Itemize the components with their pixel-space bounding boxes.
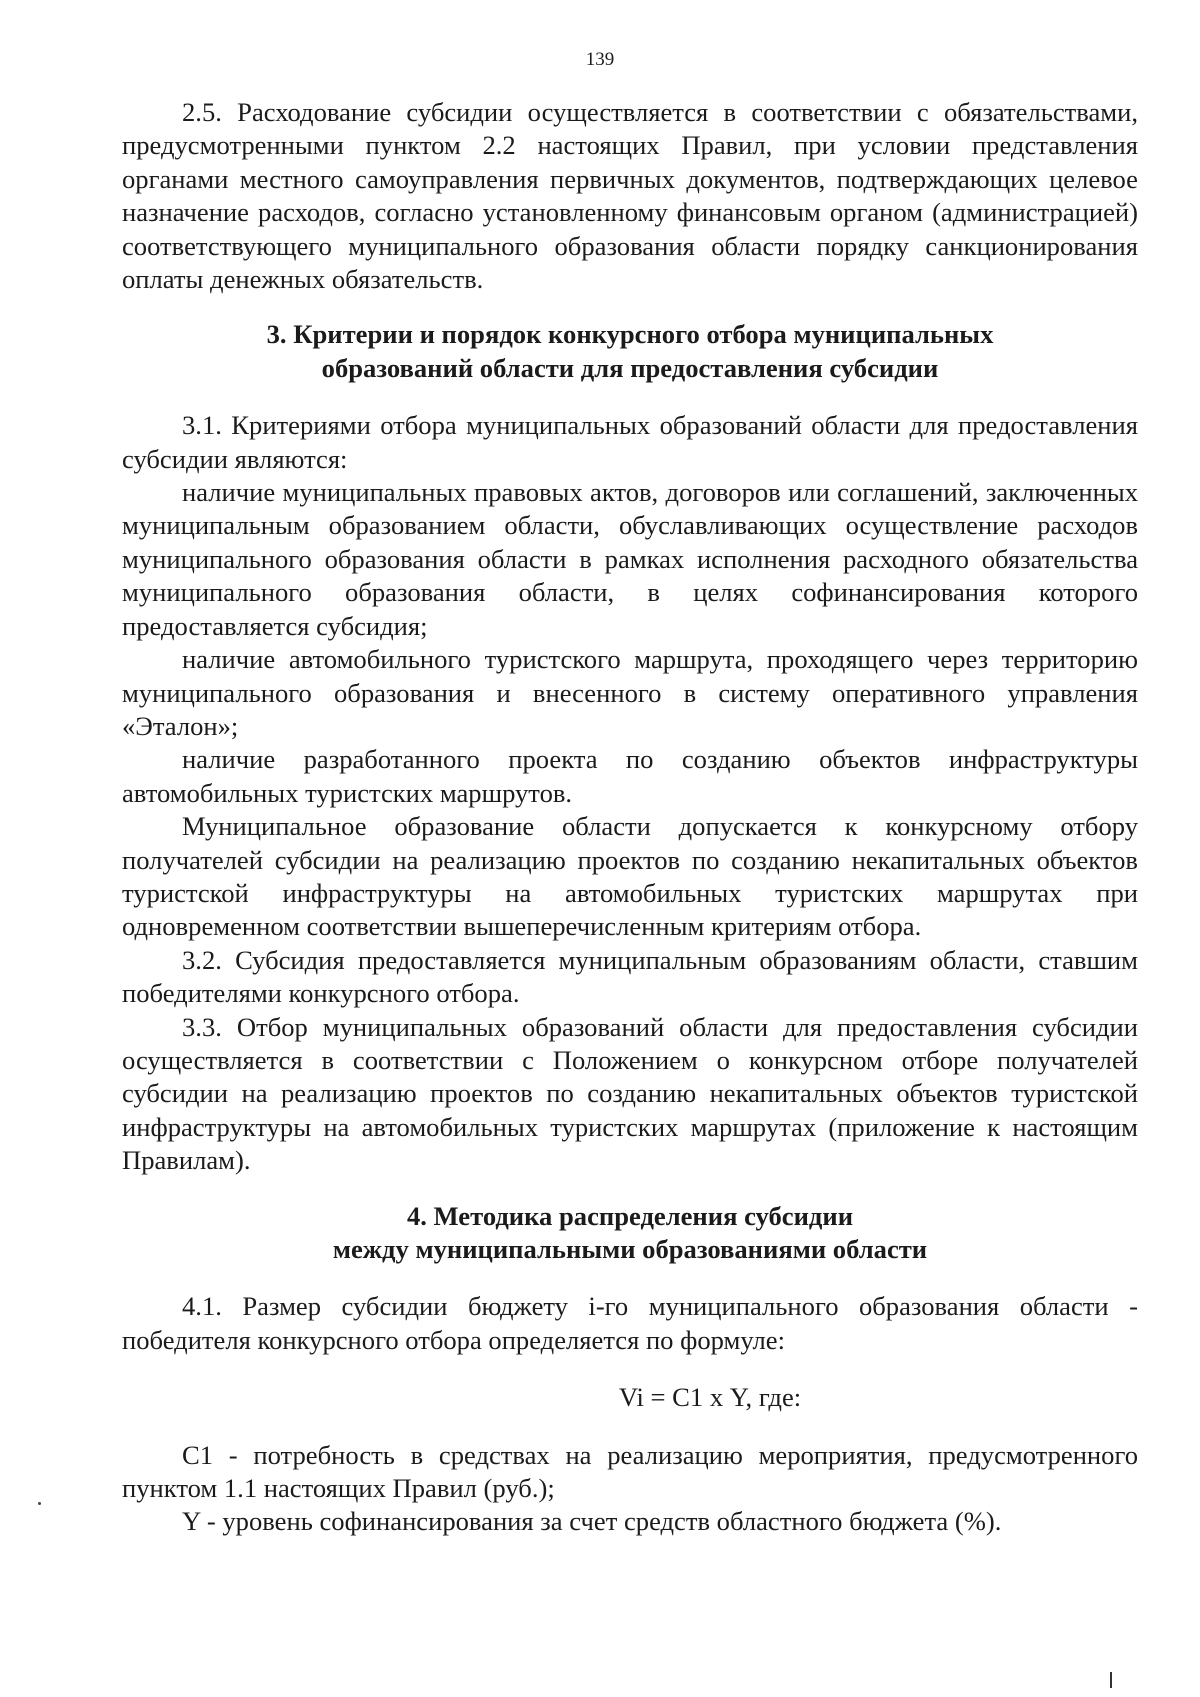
section-3-heading-line-1: 3. Критерии и порядок конкурсного отбора муниципальных (266, 319, 994, 350)
paragraph-3-1: 3.1. Критериями отбора муниципальных образований области для предоставления субсидии являются: (122, 410, 1138, 474)
section-3-heading (122, 318, 1138, 385)
scan-tick-mark (1110, 1672, 1112, 1688)
paragraph-2-5: 2.5. Расходование субсидии осуществляется в соответствии с обязательствами, предусмотренными пунктом 2.2 настоящих Правил, при условии представления органами местного самоуправления первичных документов, подтверждающих целевое назначение расходов, согласно установленному финансовым органом (администрацией) соответствующего муниципального образования области порядку санкционирования оплаты денежных обязательств. (122, 97, 1138, 295)
definition-y: Y - уровень софинансирования за счет средств областного бюджета (%). (182, 1506, 1002, 1537)
page-number: 139 (585, 49, 615, 70)
paragraph-4-1: 4.1. Размер субсидии бюджету i-го муниципального образования области - победителя конкурсного отбора определяется по формуле: (122, 1291, 1138, 1355)
section-3-heading-line-2: образований области для предоставления субсидии (321, 352, 939, 383)
section-4-heading (122, 1200, 1138, 1267)
criterion-infrastructure-project: наличие разработанного проекта по созданию объектов инфраструктуры автомобильных туристских маршрутов. (122, 744, 1138, 808)
paragraph-3-3: 3.3. Отбор муниципальных образований области для предоставления субсидии осуществляется в соответствии с Положением о конкурсном отборе получателей субсидии на реализацию проектов по созданию некапитальных объектов туристской инфраструктуры на автомобильных туристских маршрутах (приложение к настоящим Правилам). (122, 1011, 1138, 1176)
definition-c1: С1 - потребность в средствах на реализацию мероприятия, предусмотренного пунктом 1.1 настоящих Правил (руб.); (122, 1439, 1138, 1504)
criterion-tourist-route: наличие автомобильного туристского маршрута, проходящего через территорию муниципального образования и внесенного в систему оперативного управления «Эталон»; (122, 644, 1138, 741)
section-4-heading-line-1: 4. Методика распределения субсидии (406, 1200, 854, 1231)
paragraph-3-2: 3.2. Субсидия предоставляется муниципальным образованиям области, ставшим победителями конкурсного отбора. (122, 944, 1138, 1009)
document-body (122, 96, 1138, 1539)
scan-speck (38, 1502, 41, 1505)
formula: Vi = С1 х Y, где: (618, 1382, 802, 1413)
paragraph-admission: Муниципальное образование области допускается к конкурсному отбору получателей субсидии на реализацию проектов по созданию некапитальных объектов туристской инфраструктуры на автомобильных туристских маршрутах при одновременном соответствии вышеперечисленным критериям отбора. (122, 811, 1138, 942)
section-4-heading-line-2: между муниципальными образованиями области (332, 1234, 928, 1264)
criterion-legal-acts: наличие муниципальных правовых актов, договоров или соглашений, заключенных муниципальным образованием области, обуславливающих осуществление расходов муниципального образования области в рамках исполнения расходного обязательства муниципального образования области, в целях софинансирования которого предоставляется субсидия; (122, 477, 1138, 641)
